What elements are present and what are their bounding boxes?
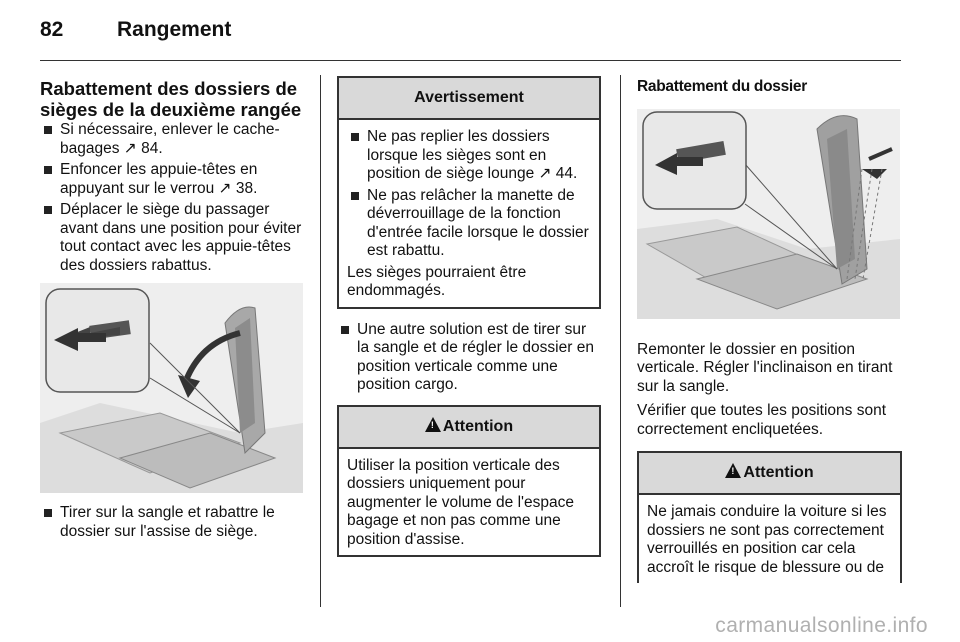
attention-header [639,453,900,495]
attention-text: Utiliser la position verticale des dossiers uniquement pour augmenter le volume de l'espace bagage et non pas comme une position d'assise. [347,456,574,548]
seat-raise-illustration [637,109,900,319]
warning-title: Avertissement [339,78,599,120]
warning-body [339,120,599,307]
seat-raise-figure [637,109,900,319]
attention-box [337,405,601,558]
page-number: 82 [40,18,64,41]
instruction-paragraph: Vérifier que toutes les positions sont correctement encliquetées. [637,402,886,438]
page-title: Rangement [117,18,232,41]
attention-header [339,407,599,449]
list-item: Si nécessaire, enlever le cache-bagages ↗ 84. [40,121,305,158]
list-item: Ne pas relâcher la manette de déverrouillage de la fonction d'entrée facile lorsque le dossier est rabattu. [347,187,593,261]
header-rule [40,60,901,61]
warning-note: Les sièges pourraient être endommagés. [347,263,527,299]
instruction-list [337,321,601,395]
list-item: Enfoncer les appuie-têtes en appuyant sur le verrou ↗ 38. [40,161,305,198]
warning-triangle-icon: ! [725,463,741,478]
column-2 [337,76,601,557]
instruction-list [40,121,305,275]
section-heading: Rabattement des dossiers de sièges de la deuxième rangée [40,78,302,120]
warning-box [337,76,601,309]
attention-text: Ne jamais conduire la voiture si les dossiers ne sont pas correctement verrouillés en position car cela accroît le risque de blessure ou de [647,503,887,576]
list-item: Une autre solution est de tirer sur la sangle et de régler le dossier en position verticale comme une position cargo. [337,321,601,395]
list-item: Ne pas replier les dossiers lorsque les sièges sont en position de siège lounge ↗ 44. [347,128,593,184]
column-divider-1 [320,75,321,607]
instruction-paragraph: Remonter le dossier en position verticale. Régler l'inclinaison en tirant sur la sangle. [637,340,893,395]
column-3 [637,78,902,583]
attention-title: Attention [442,417,514,435]
column-divider-2 [620,75,621,607]
attention-body [639,495,900,583]
seat-fold-figure [40,283,303,493]
list-item: Déplacer le siège du passager avant dans une position pour éviter tout contact avec les appuie-têtes des dossiers rabattus. [40,201,305,275]
column-1 [40,78,305,544]
seat-fold-illustration [40,283,303,493]
instruction-list-2 [40,504,305,541]
attention-title: Attention [743,464,814,481]
watermark: carmanualsonline.info [715,614,928,637]
warning-triangle-icon: ! [425,417,441,432]
section-heading: Rabattement du dossier [637,78,807,95]
attention-body [339,449,599,556]
attention-box [637,451,902,583]
list-item: Tirer sur la sangle et rabattre le dossier sur l'assise de siège. [40,504,305,541]
